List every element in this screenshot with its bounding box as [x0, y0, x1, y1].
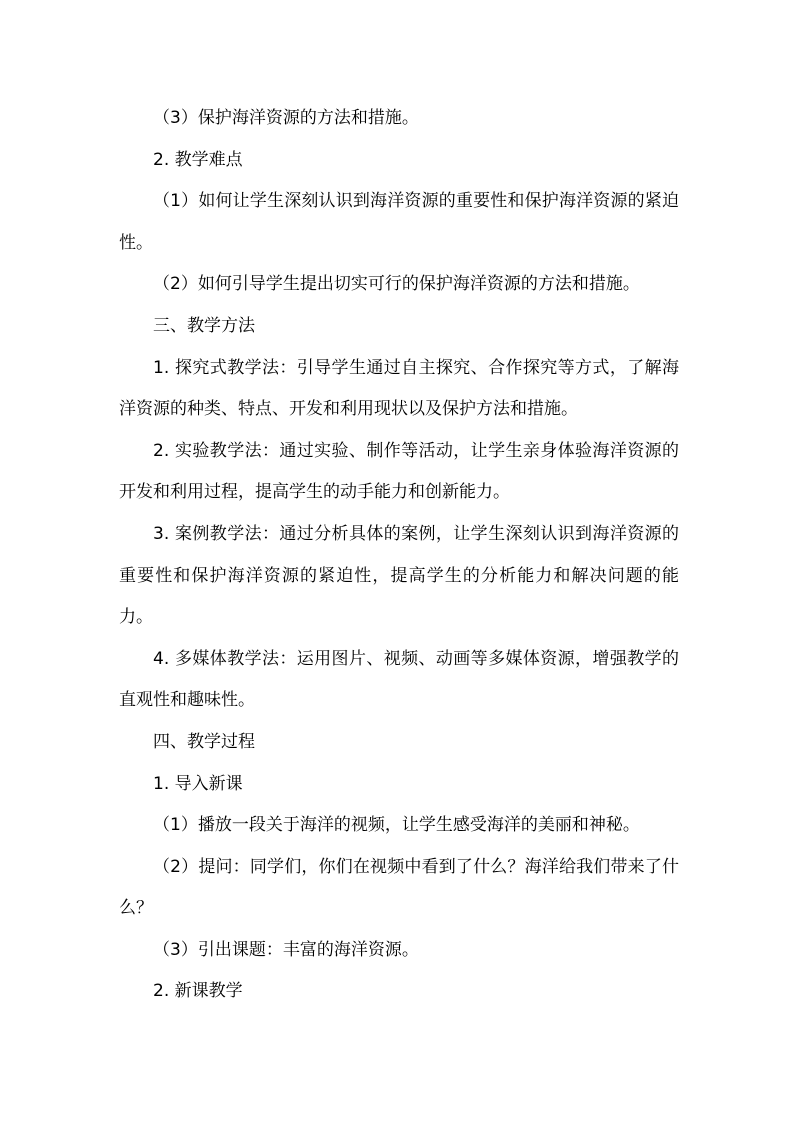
paragraph-method-experiment: 2. 实验教学法：通过实验、制作等活动，让学生亲身体验海洋资源的开发和利用过程，提高学生的动手能力和创新能力。 [119, 440, 679, 503]
document-body [119, 98, 679, 1013]
heading-teaching-methods: 三、教学方法 [153, 315, 255, 336]
paragraph-method-multimedia: 4. 多媒体教学法：运用图片、视频、动画等多媒体资源，增强教学的直观性和趣味性。 [119, 648, 679, 711]
paragraph-intro-1: （1）播放一段关于海洋的视频，让学生感受海洋的美丽和神秘。 [153, 815, 640, 836]
heading-new-lesson: 2. 新课教学 [153, 981, 243, 1002]
paragraph-intro-3: （3）引出课题：丰富的海洋资源。 [153, 939, 419, 960]
paragraph-difficulty-1: （1）如何让学生深刻认识到海洋资源的重要性和保护海洋资源的紧迫性。 [119, 191, 679, 253]
paragraph-method-case: 3. 案例教学法：通过分析具体的案例，让学生深刻认识到海洋资源的重要性和保护海洋资源的紧迫性，提高学生的分析能力和解决问题的能力。 [119, 523, 679, 628]
paragraph-method-inquiry: 1. 探究式教学法：引导学生通过自主探究、合作探究等方式，了解海洋资源的种类、特点、开发和利用现状以及保护方法和措施。 [119, 357, 679, 420]
heading-introduction: 1. 导入新课 [153, 773, 243, 794]
heading-teaching-process: 四、教学过程 [153, 731, 255, 752]
paragraph-difficulty-2: （2）如何引导学生提出切实可行的保护海洋资源的方法和措施。 [153, 274, 640, 295]
heading-teaching-difficulties: 2. 教学难点 [153, 149, 243, 170]
paragraph-intro-2: （2）提问：同学们，你们在视频中看到了什么？海洋给我们带来了什么？ [119, 856, 679, 919]
paragraph-methods-item-3: （3）保护海洋资源的方法和措施。 [153, 108, 419, 128]
